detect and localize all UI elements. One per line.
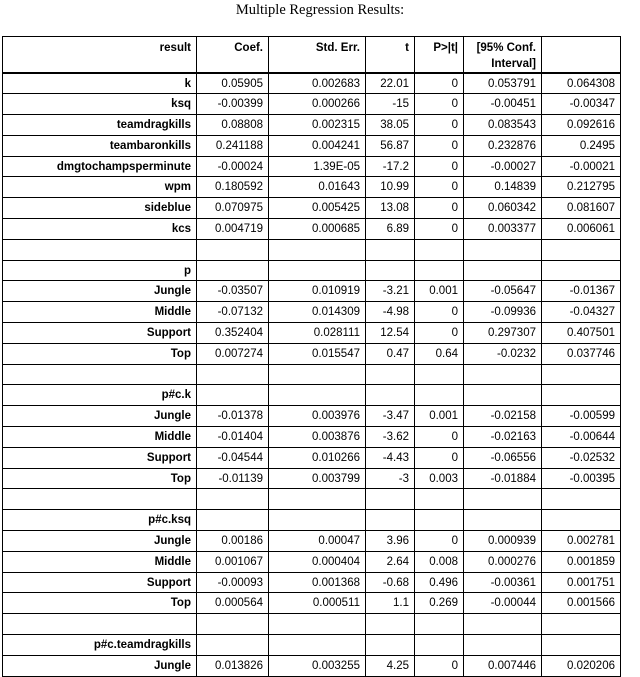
row-label: Support (3, 572, 197, 593)
regression-table (2, 36, 621, 677)
table-cell: 0.003799 (269, 468, 366, 489)
table-cell: 0 (415, 177, 464, 198)
header-p: P>|t| (415, 37, 464, 74)
table-cell: 0.053791 (464, 73, 542, 94)
row-label: Top (3, 468, 197, 489)
table-row (3, 468, 621, 489)
table-cell: 0.007274 (197, 343, 269, 364)
table-cell: 0.000276 (464, 551, 542, 572)
table-row (3, 302, 621, 323)
table-cell: 0.014309 (269, 302, 366, 323)
row-label: teamdragkills (3, 115, 197, 136)
table-body (3, 73, 621, 676)
table-row (3, 281, 621, 302)
table-cell: 0.47 (366, 343, 415, 364)
table-cell: 0.001 (415, 281, 464, 302)
table-cell: -4.43 (366, 447, 415, 468)
table-cell: 0.002683 (269, 73, 366, 94)
table-cell: 0.013826 (197, 655, 269, 676)
header-coef: Coef. (197, 37, 269, 74)
table-cell: 0.000511 (269, 593, 366, 614)
table-cell (366, 635, 415, 656)
table-cell (542, 385, 621, 406)
table-cell (269, 260, 366, 281)
row-label: ksq (3, 94, 197, 115)
table-cell: -0.01139 (197, 468, 269, 489)
table-row (3, 94, 621, 115)
table-cell (415, 260, 464, 281)
table-cell: 0.00047 (269, 531, 366, 552)
table-cell: -0.00644 (542, 427, 621, 448)
table-cell (197, 260, 269, 281)
table-cell: 0.269 (415, 593, 464, 614)
table-cell (415, 364, 464, 385)
table-cell (415, 635, 464, 656)
table-cell: -15 (366, 94, 415, 115)
row-label: Middle (3, 427, 197, 448)
table-cell (197, 614, 269, 635)
row-label: Top (3, 343, 197, 364)
table-cell: -4.98 (366, 302, 415, 323)
table-cell: -0.02532 (542, 447, 621, 468)
table-cell (464, 614, 542, 635)
table-cell: 0.003876 (269, 427, 366, 448)
table-cell: 12.54 (366, 323, 415, 344)
table-cell: 0.006061 (542, 219, 621, 240)
table-cell: -0.00451 (464, 94, 542, 115)
table-row (3, 489, 621, 510)
table-cell: 3.96 (366, 531, 415, 552)
table-cell: 0.081607 (542, 198, 621, 219)
table-cell: 0.003976 (269, 406, 366, 427)
row-label (3, 489, 197, 510)
row-label: teambaronkills (3, 135, 197, 156)
table-cell: -0.07132 (197, 302, 269, 323)
row-label: Support (3, 323, 197, 344)
row-label: kcs (3, 219, 197, 240)
table-cell (464, 364, 542, 385)
table-cell: 0.352404 (197, 323, 269, 344)
table-cell: -0.04327 (542, 302, 621, 323)
table-row (3, 614, 621, 635)
table-cell: 0.002315 (269, 115, 366, 136)
row-label (3, 239, 197, 260)
table-cell (366, 260, 415, 281)
row-label: Middle (3, 551, 197, 572)
table-cell: 0 (415, 323, 464, 344)
row-label: p#c.ksq (3, 510, 197, 531)
table-cell: 0 (415, 115, 464, 136)
table-cell: 0.14839 (464, 177, 542, 198)
table-cell (197, 364, 269, 385)
row-label: dmgtochampsperminute (3, 156, 197, 177)
table-cell: 0.007446 (464, 655, 542, 676)
table-row (3, 385, 621, 406)
row-label: Jungle (3, 281, 197, 302)
table-cell: 0.241188 (197, 135, 269, 156)
table-cell (269, 489, 366, 510)
table-cell: 0.003255 (269, 655, 366, 676)
table-cell: -0.00599 (542, 406, 621, 427)
table-cell (197, 489, 269, 510)
table-cell: 0.070975 (197, 198, 269, 219)
table-row (3, 593, 621, 614)
table-cell (415, 510, 464, 531)
table-cell (197, 385, 269, 406)
table-cell (269, 614, 366, 635)
table-row (3, 239, 621, 260)
table-cell: 0.2495 (542, 135, 621, 156)
table-cell: 0 (415, 531, 464, 552)
table-cell (366, 385, 415, 406)
table-cell: 0 (415, 198, 464, 219)
table-cell: 56.87 (366, 135, 415, 156)
table-cell (197, 510, 269, 531)
table-cell: 0.060342 (464, 198, 542, 219)
table-cell: 0.001566 (542, 593, 621, 614)
row-label: p#c.k (3, 385, 197, 406)
table-cell: -0.00395 (542, 468, 621, 489)
table-cell: -3.62 (366, 427, 415, 448)
table-cell (415, 489, 464, 510)
table-row (3, 510, 621, 531)
table-row (3, 655, 621, 676)
table-row (3, 406, 621, 427)
table-row (3, 323, 621, 344)
table-cell: 0.037746 (542, 343, 621, 364)
table-cell (269, 364, 366, 385)
page-title: Multiple Regression Results: (235, 2, 405, 18)
table-cell: 0 (415, 302, 464, 323)
table-cell: -0.01378 (197, 406, 269, 427)
table-cell: -0.04544 (197, 447, 269, 468)
table-cell: -0.02158 (464, 406, 542, 427)
table-cell (464, 385, 542, 406)
table-cell: 0 (415, 135, 464, 156)
table-cell: 0.212795 (542, 177, 621, 198)
table-cell: 0.00186 (197, 531, 269, 552)
row-label: Top (3, 593, 197, 614)
table-cell: 0 (415, 94, 464, 115)
header-result: result (3, 37, 197, 74)
table-row (3, 73, 621, 94)
table-cell: 0.001368 (269, 572, 366, 593)
table-cell: 38.05 (366, 115, 415, 136)
row-label: wpm (3, 177, 197, 198)
table-cell: 0 (415, 427, 464, 448)
header-row (3, 37, 621, 74)
table-cell: 1.1 (366, 593, 415, 614)
table-row (3, 343, 621, 364)
table-cell: 0.001 (415, 406, 464, 427)
table-cell (366, 614, 415, 635)
table-cell (542, 364, 621, 385)
table-cell: 0.297307 (464, 323, 542, 344)
table-cell: -0.01404 (197, 427, 269, 448)
table-cell: -0.06556 (464, 447, 542, 468)
table-cell: 0.001859 (542, 551, 621, 572)
table-cell: 0.000266 (269, 94, 366, 115)
row-label: Support (3, 447, 197, 468)
table-cell: 0 (415, 219, 464, 240)
table-cell (464, 260, 542, 281)
row-label: p#c.teamdragkills (3, 635, 197, 656)
table-cell (542, 489, 621, 510)
table-cell (415, 239, 464, 260)
table-cell: 1.39E-05 (269, 156, 366, 177)
table-cell (415, 614, 464, 635)
table-cell: 0.005425 (269, 198, 366, 219)
table-cell: 0.000939 (464, 531, 542, 552)
table-cell: 0.008 (415, 551, 464, 572)
table-cell (542, 239, 621, 260)
table-cell: 0.000685 (269, 219, 366, 240)
table-cell: 10.99 (366, 177, 415, 198)
table-cell: 0.083543 (464, 115, 542, 136)
table-row (3, 447, 621, 468)
table-cell: -3.47 (366, 406, 415, 427)
table-cell (366, 364, 415, 385)
header-t: t (366, 37, 415, 74)
table-cell: -0.00361 (464, 572, 542, 593)
row-label: Jungle (3, 655, 197, 676)
table-row (3, 198, 621, 219)
row-label: sideblue (3, 198, 197, 219)
table-cell: 0.092616 (542, 115, 621, 136)
table-cell (269, 385, 366, 406)
table-cell: 2.64 (366, 551, 415, 572)
table-cell: -0.00024 (197, 156, 269, 177)
table-cell (464, 239, 542, 260)
table-cell (542, 635, 621, 656)
table-cell: 0.64 (415, 343, 464, 364)
table-row (3, 572, 621, 593)
table-cell: -0.68 (366, 572, 415, 593)
table-cell: -0.0232 (464, 343, 542, 364)
table-cell: 0 (415, 73, 464, 94)
table-cell (366, 510, 415, 531)
table-cell: -0.01884 (464, 468, 542, 489)
header-blank (542, 37, 621, 74)
table-cell (366, 489, 415, 510)
table-cell: -0.00044 (464, 593, 542, 614)
table-cell (415, 385, 464, 406)
table-row (3, 260, 621, 281)
table-cell: -3.21 (366, 281, 415, 302)
row-label: Jungle (3, 531, 197, 552)
table-cell (542, 510, 621, 531)
table-cell: 6.89 (366, 219, 415, 240)
table-cell: -0.00027 (464, 156, 542, 177)
table-row (3, 115, 621, 136)
table-cell: -0.05647 (464, 281, 542, 302)
table-cell: -0.09936 (464, 302, 542, 323)
table-cell: 0.003377 (464, 219, 542, 240)
table-cell: -0.01367 (542, 281, 621, 302)
row-label: Jungle (3, 406, 197, 427)
table-cell (542, 260, 621, 281)
row-label (3, 364, 197, 385)
table-cell: 0.002781 (542, 531, 621, 552)
table-cell: 0.496 (415, 572, 464, 593)
row-label: k (3, 73, 197, 94)
table-cell: 0.004719 (197, 219, 269, 240)
table-cell: 0.000404 (269, 551, 366, 572)
table-cell: 0.05905 (197, 73, 269, 94)
table-cell (464, 510, 542, 531)
table-cell (366, 239, 415, 260)
table-cell: 0.232876 (464, 135, 542, 156)
row-label: Middle (3, 302, 197, 323)
table-row (3, 364, 621, 385)
table-cell: 0.001067 (197, 551, 269, 572)
table-row (3, 551, 621, 572)
table-cell (542, 614, 621, 635)
table-cell (464, 635, 542, 656)
table-cell: 0.020206 (542, 655, 621, 676)
table-cell: 0.001751 (542, 572, 621, 593)
header-conf-interval: [95% Conf. Interval] (464, 37, 542, 74)
table-cell: 0 (415, 447, 464, 468)
table-cell: 0.407501 (542, 323, 621, 344)
table-row (3, 635, 621, 656)
table-cell: -17.2 (366, 156, 415, 177)
table-cell: 4.25 (366, 655, 415, 676)
table-row (3, 156, 621, 177)
table-cell: -0.00347 (542, 94, 621, 115)
table-cell: 0.028111 (269, 323, 366, 344)
header-std-err: Std. Err. (269, 37, 366, 74)
table-cell (197, 239, 269, 260)
table-row (3, 219, 621, 240)
table-row (3, 177, 621, 198)
table-cell: 0.000564 (197, 593, 269, 614)
table-cell: 0.08808 (197, 115, 269, 136)
table-cell: 0.01643 (269, 177, 366, 198)
row-label: p (3, 260, 197, 281)
table-cell: 0.015547 (269, 343, 366, 364)
table-row (3, 427, 621, 448)
table-cell (269, 635, 366, 656)
table-cell: -0.00093 (197, 572, 269, 593)
table-cell (269, 510, 366, 531)
table-row (3, 531, 621, 552)
table-cell (464, 489, 542, 510)
table-cell: -0.00399 (197, 94, 269, 115)
table-cell: -0.00021 (542, 156, 621, 177)
table-cell: 0.003 (415, 468, 464, 489)
table-cell: 0.010919 (269, 281, 366, 302)
table-cell: 0 (415, 655, 464, 676)
table-cell: -0.02163 (464, 427, 542, 448)
table-cell: 0.004241 (269, 135, 366, 156)
row-label (3, 614, 197, 635)
table-row (3, 135, 621, 156)
table-cell: -3 (366, 468, 415, 489)
table-cell: 0 (415, 156, 464, 177)
table-cell: 0.010266 (269, 447, 366, 468)
table-cell: 22.01 (366, 73, 415, 94)
table-cell: -0.03507 (197, 281, 269, 302)
table-cell (269, 239, 366, 260)
table-cell: 0.064308 (542, 73, 621, 94)
table-cell: 0.180592 (197, 177, 269, 198)
table-cell (197, 635, 269, 656)
table-cell: 13.08 (366, 198, 415, 219)
